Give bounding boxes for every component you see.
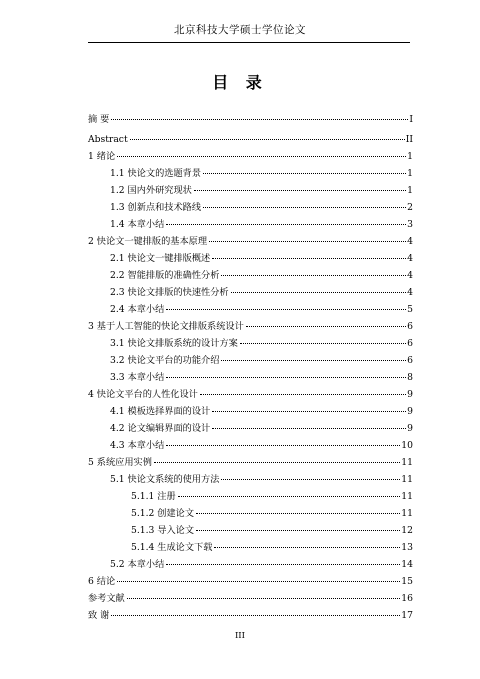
toc-entry-label: 2.4 本章小结 [110,304,165,315]
toc-entry-label: 1.2 国内外研究现状 [110,185,192,196]
toc-leader-dots [166,555,400,565]
toc-leader-dots [221,351,406,361]
toc-entry-label: 1.4 本章小结 [110,219,165,230]
toc-entry-label: 5.1.2 创建论文 [131,508,195,519]
toc-entry[interactable] [88,437,413,454]
toc-leader-dots [221,266,406,276]
toc-entry-label: 2.3 快论文排版的快速性分析 [110,287,229,298]
toc-leader-dots [203,198,406,208]
toc-entry[interactable] [88,539,413,556]
toc-leader-dots [166,436,400,446]
toc-entry[interactable] [88,352,413,369]
toc-entry-page: 11 [401,457,413,468]
toc-entry[interactable] [88,216,413,233]
toc-entry[interactable] [88,318,413,335]
toc-entry-page: 8 [407,372,413,383]
toc-entry[interactable] [88,454,413,471]
toc-leader-dots [111,606,400,616]
running-header: 北京科技大学硕士学位论文 [174,24,306,36]
toc-entry-label: 5.1.1 注册 [131,491,176,502]
toc-entry-page: 9 [407,406,413,417]
toc-entry[interactable] [88,182,413,199]
toc-leader-dots [196,504,400,514]
toc-leader-dots [130,130,405,140]
toc-entry-page: 4 [407,287,413,298]
toc-leader-dots [209,232,406,242]
toc-entry-page: II [405,134,413,145]
toc-entry[interactable] [88,403,413,420]
toc-entry-page: 6 [407,355,413,366]
toc-leader-dots [194,181,406,191]
toc-entry-label: 5.1.4 生成论文下载 [131,542,213,553]
toc-entry[interactable] [88,488,413,505]
toc-entry-page: 11 [401,491,413,502]
toc-leader-dots [154,453,400,463]
toc-entry[interactable] [88,267,413,284]
toc-entry-page: 1 [407,185,413,196]
toc-entry[interactable] [88,301,413,318]
toc-leader-dots [203,164,406,174]
toc-leader-dots [111,110,408,120]
toc-entry-label: 2 快论文一键排版的基本原理 [88,236,208,247]
toc-entry-label: 4.2 论文编辑界面的设计 [110,423,211,434]
toc-entry-label: 5.1.3 导入论文 [131,525,195,536]
toc-entry-page: 1 [407,151,413,162]
toc-entry[interactable] [88,556,413,573]
toc-leader-dots [178,487,401,497]
toc-leader-dots [214,538,400,548]
toc-entry-page: 15 [401,576,413,587]
toc-leader-dots [212,402,406,412]
toc-entry-label: 参考文献 [88,593,125,604]
toc-entry-label: 1 绪论 [88,151,116,162]
toc-entry[interactable] [88,284,413,301]
toc-entry-page: 14 [401,559,413,570]
toc-entry-page: 6 [407,321,413,332]
toc-entry-label: 5 系统应用实例 [88,457,152,468]
toc-leader-dots [246,317,406,327]
toc-entry-page: 10 [401,440,413,451]
toc-entry[interactable] [88,148,413,165]
toc-entry-label: Abstract [88,134,128,145]
page-number: III [234,631,246,641]
toc-leader-dots [166,368,406,378]
toc-entry-label: 4 快论文平台的人性化设计 [88,389,198,400]
toc-entry-label: 3.1 快论文排版系统的设计方案 [110,338,238,349]
toc-entry[interactable] [88,369,413,386]
toc-leader-dots [166,300,406,310]
toc-leader-dots [212,249,406,259]
toc-entry-label: 3.2 快论文平台的功能介绍 [110,355,220,366]
toc-entry-page: 4 [407,236,413,247]
toc-entry[interactable] [88,420,413,437]
toc-entry[interactable] [88,165,413,182]
toc-entry-label: 致 谢 [88,610,110,621]
toc-entry[interactable] [88,505,413,522]
toc-leader-dots [221,470,400,480]
toc-leader-dots [200,385,406,395]
toc-entry-label: 5.2 本章小结 [110,559,165,570]
toc-entry-page: 2 [407,202,413,213]
toc-entry-page: 4 [407,270,413,281]
toc-entry-label: 6 结论 [88,576,116,587]
toc-entry[interactable] [88,471,413,488]
toc-entry[interactable] [88,132,413,148]
toc-entry-label: 摘 要 [88,114,110,125]
toc-entry-label: 3 基于人工智能的快论文排版系统设计 [88,321,244,332]
toc-entry-page: I [409,114,413,125]
toc-entry-label: 3.3 本章小结 [110,372,165,383]
toc-leader-dots [117,572,400,582]
toc-entry-page: 16 [401,593,413,604]
toc-entry-page: 3 [407,219,413,230]
toc-leader-dots [127,589,401,599]
toc-entry[interactable] [88,607,413,624]
toc-entry[interactable] [88,522,413,539]
toc-leader-dots [196,521,400,531]
toc-entry-label: 2.1 快论文一键排版概述 [110,253,211,264]
toc-leader-dots [117,147,406,157]
toc-entry[interactable] [88,386,413,403]
toc-entry-label: 4.1 模板选择界面的设计 [110,406,211,417]
toc-entry-page: 4 [407,253,413,264]
toc-entry-page: 17 [401,610,413,621]
toc-entry[interactable] [88,573,413,590]
toc-entry-page: 9 [407,389,413,400]
toc-entry[interactable] [88,233,413,250]
toc-entry[interactable] [88,335,413,352]
toc-entry-label: 2.2 智能排版的准确性分析 [110,270,220,281]
toc-leader-dots [166,215,406,225]
toc-entry[interactable] [88,111,413,132]
toc-leader-dots [231,283,407,293]
page-title: 目 录 [212,73,268,92]
toc-entry-page: 12 [401,525,413,536]
toc-entry[interactable] [88,250,413,267]
table-of-contents [88,111,413,624]
toc-entry-page: 11 [401,474,413,485]
toc-leader-dots [212,419,406,429]
toc-entry[interactable] [88,590,413,607]
toc-leader-dots [240,334,406,344]
toc-entry[interactable] [88,199,413,216]
toc-entry-label: 1.1 快论文的选题背景 [110,168,202,179]
header-rule [88,42,410,43]
toc-entry-label: 1.3 创新点和技术路线 [110,202,202,213]
toc-entry-page: 6 [407,338,413,349]
toc-entry-label: 4.3 本章小结 [110,440,165,451]
toc-entry-page: 11 [401,508,413,519]
toc-entry-page: 1 [407,168,413,179]
toc-entry-label: 5.1 快论文系统的使用方法 [110,474,220,485]
toc-entry-page: 5 [407,304,413,315]
toc-entry-page: 9 [407,423,413,434]
toc-entry-page: 13 [401,542,413,553]
